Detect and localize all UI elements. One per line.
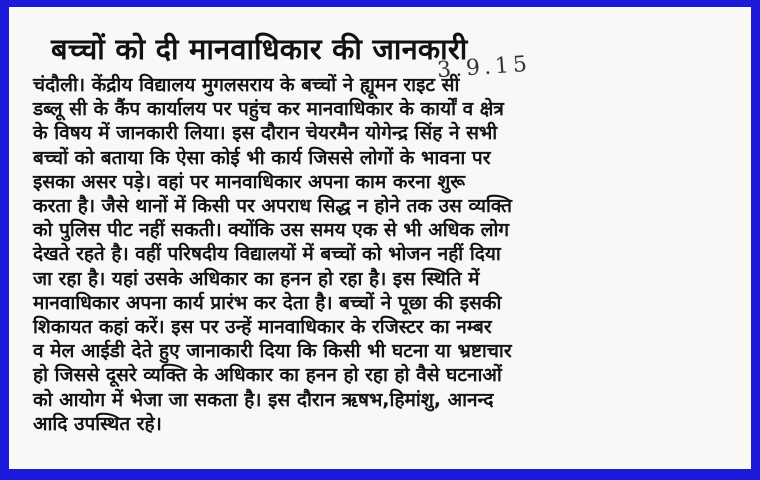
newspaper-clipping (9, 7, 751, 469)
headline: बच्चों को दी मानवाधिकार की जानकारी (51, 32, 468, 66)
article-line: को पुलिस पीट नहीं सकती। क्योंकि उस समय एक से भी अधिक लोग (33, 219, 510, 242)
article-line: इसका असर पड़े। वहां पर मानवाधिकार अपना काम करना शुरू (33, 170, 466, 193)
dateline: चंदौली। (33, 74, 86, 96)
article-line: मानवाधिकार अपना कार्य प्रारंभ कर देता है। बच्चों ने पूछा की इसकी (33, 291, 502, 314)
article-line: को आयोग में भेजा जा सकता है। इस दौरान ऋषभ,हिमांशु, आनन्द (33, 388, 494, 411)
article-line: बच्चों को बताया कि ऐसा कोई भी कार्य जिससे लोगों के भावना पर (33, 146, 491, 169)
article-line: करता है। जैसे थानों में किसी पर अपराध सिद्ध न होने तक उस व्यक्ति (33, 195, 512, 218)
article-line: व मेल आईडी देते हुए जानाकारी दिया कि किसी भी घटना या भ्रष्टाचार (33, 340, 512, 363)
article-body (33, 73, 733, 436)
article-line: शिकायत कहां करें। इस पर उन्हें मानवाधिकार के रजिस्टर का नम्बर (33, 316, 492, 339)
article-line: हो जिससे दूसरे व्यक्ति के अधिकार का हनन हो रहा हो वैसे घटनाओं (33, 364, 502, 387)
handwritten-date: 3.9.15 (436, 51, 532, 84)
article-line: आदि उपस्थित रहे। (33, 412, 162, 435)
article-line (33, 73, 733, 97)
article-line: देखते रहते है। वहीं परिषदीय विद्यालयों में बच्चों को भोजन नहीं दिया (33, 243, 501, 266)
article-line: जा रहा है। यहां उसके अधिकार का हनन हो रहा है। इस स्थिति में (33, 267, 480, 290)
article-line-text: केंद्रीय विद्यालय मुगलसराय के बच्चों ने ह्यूमन राइट सी (91, 74, 460, 96)
article-line: के विषय में जानकारी लिया। इस दौरान चेयरमैन योगेन्द्र सिंह ने सभी (33, 122, 498, 145)
article-line: डब्लू सी के कैंप कार्यालय पर पहुंच कर मानवाधिकार के कार्यों व क्षेत्र (33, 98, 504, 121)
